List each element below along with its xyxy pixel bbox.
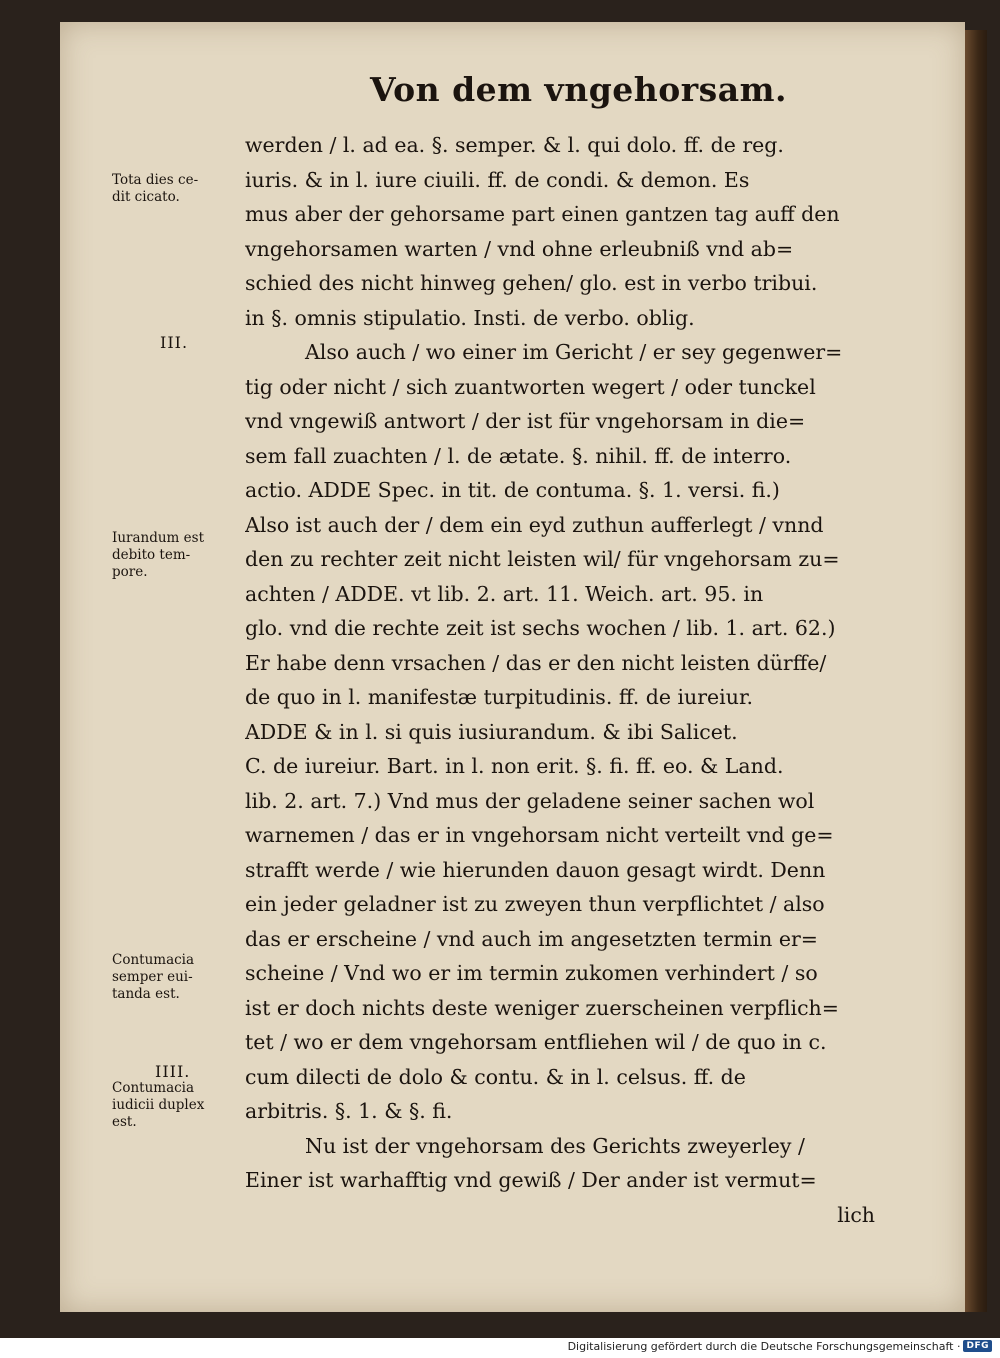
text-line: ist er doch nichts deste weniger zuerscheinen verpflich= bbox=[245, 995, 839, 1020]
text-line: Also auch / wo einer im Gericht / er sey gegenwer= bbox=[305, 340, 843, 364]
catchword: lich bbox=[837, 1202, 875, 1227]
text-line: vnd vngewiß antwort / der ist für vngehorsam in die= bbox=[245, 409, 806, 433]
text-line: sem fall zuachten / l. de ætate. §. nihil. ff. de interro. bbox=[245, 443, 792, 468]
section-numeral: IIII. bbox=[155, 1062, 191, 1081]
text-line: de quo in l. manifestæ turpitudinis. ff. de iureiur. bbox=[245, 685, 754, 709]
text-line: tig oder nicht / sich zuantworten wegert / oder tunckel bbox=[245, 374, 816, 399]
text-line: cum dilecti de dolo & contu. & in l. celsus. ff. de bbox=[245, 1064, 746, 1089]
text-line: achten / ADDE. vt lib. 2. art. 11. Weich. art. 95. in bbox=[245, 581, 764, 606]
text-line: ein jeder geladner ist zu zweyen thun verpflichtet / also bbox=[245, 892, 825, 916]
text-line: das er erscheine / vnd auch im angesetzten termin er= bbox=[245, 926, 818, 951]
footer bbox=[568, 1338, 992, 1354]
footer-credit: Digitalisierung gefördert durch die Deutsche Forschungsgemeinschaft · bbox=[567, 1339, 961, 1353]
text-line: mus aber der gehorsame part einen gantzen tag auff den bbox=[245, 202, 840, 226]
main-text bbox=[245, 128, 885, 1232]
text-line: actio. ADDE Spec. in tit. de contuma. §. 1. versi. fi.) bbox=[245, 478, 780, 502]
text-line: tet / wo er dem vngehorsam entfliehen wil / de quo in c. bbox=[245, 1030, 827, 1054]
text-line: den zu rechter zeit nicht leisten wil/ für vngehorsam zu= bbox=[245, 547, 840, 571]
text-line: vngehorsamen warten / vnd ohne erleubniß vnd ab= bbox=[245, 236, 794, 261]
text-line: lib. 2. art. 7.) Vnd mus der geladene seiner sachen wol bbox=[245, 788, 815, 813]
text-line: werden / l. ad ea. §. semper. & l. qui dolo. ff. de reg. bbox=[245, 133, 784, 157]
page-edge bbox=[965, 30, 987, 1312]
marginal-note: Tota dies ce- dit cicato. bbox=[112, 172, 199, 205]
marginal-note: Contumacia semper eui- tanda est. bbox=[112, 952, 195, 1002]
text-line: ADDE & in l. si quis iusiurandum. & ibi Salicet. bbox=[245, 719, 738, 744]
text-line: scheine / Vnd wo er im termin zukomen verhindert / so bbox=[245, 961, 818, 985]
marginal-note: Iurandum est debito tem- pore. bbox=[112, 530, 204, 580]
text-line: in §. omnis stipulatio. Insti. de verbo. oblig. bbox=[245, 305, 695, 330]
text-line: warnemen / das er in vngehorsam nicht verteilt vnd ge= bbox=[245, 823, 834, 847]
text-line: iuris. & in l. iure ciuili. ff. de condi. & demon. Es bbox=[245, 167, 750, 192]
text-line: C. de iureiur. Bart. in l. non erit. §. fi. ff. eo. & Land. bbox=[245, 754, 784, 778]
section-numeral: III. bbox=[160, 333, 189, 352]
text-line: Also ist auch der / dem ein eyd zuthun aufferlegt / vnnd bbox=[245, 512, 824, 537]
page-header: Von dem vngehorsam. bbox=[370, 70, 788, 109]
dfg-logo: DFG bbox=[963, 1340, 992, 1352]
text-line: strafft werde / wie hierunden dauon gesagt wirdt. Denn bbox=[245, 857, 826, 882]
text-line: Einer ist warhafftig vnd gewiß / Der ander ist vermut= bbox=[245, 1168, 817, 1192]
text-line: Er habe denn vrsachen / das er den nicht leisten dürffe/ bbox=[245, 650, 827, 675]
text-line: Nu ist der vngehorsam des Gerichts zweyerley / bbox=[305, 1133, 805, 1158]
text-line: arbitris. §. 1. & §. fi. bbox=[245, 1099, 453, 1123]
text-line: schied des nicht hinweg gehen/ glo. est in verbo tribui. bbox=[245, 271, 818, 295]
text-line: glo. vnd die rechte zeit ist sechs wochen / lib. 1. art. 62.) bbox=[245, 616, 836, 640]
marginal-note: Contumacia iudicii duplex est. bbox=[112, 1080, 205, 1130]
